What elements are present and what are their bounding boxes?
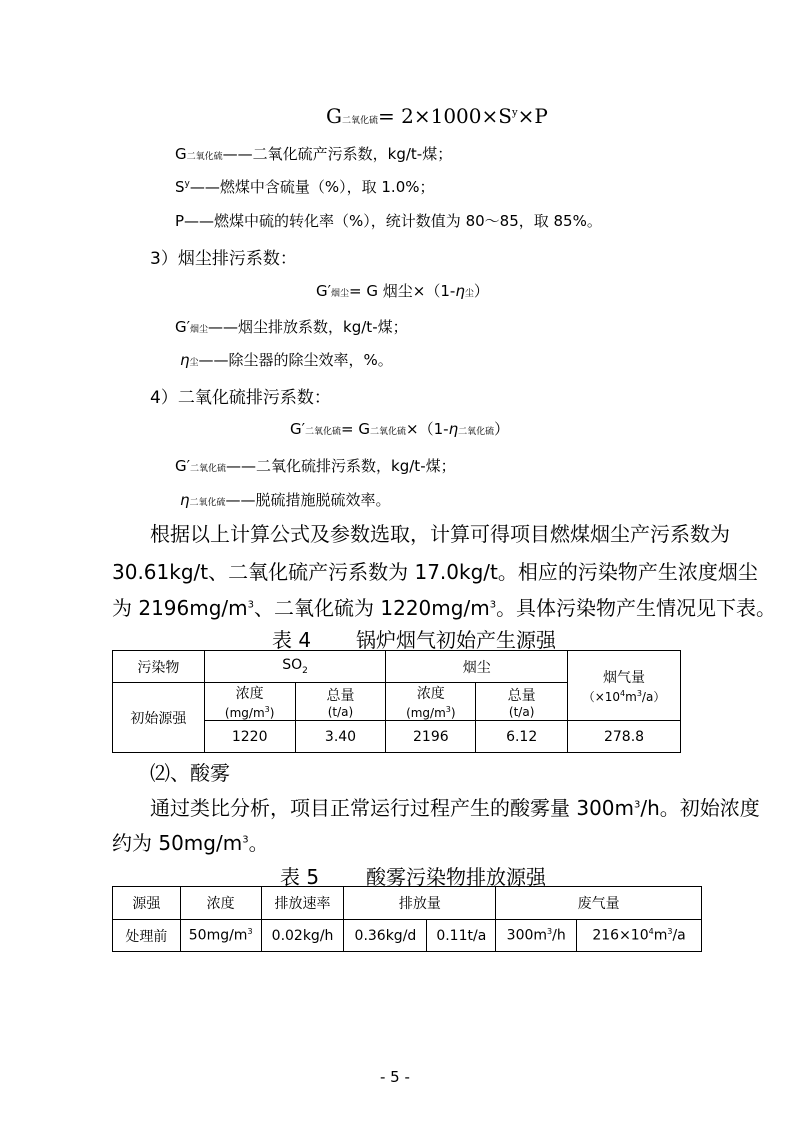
table4 <box>112 650 681 753</box>
text: 。具体污染物产生情况见下表。 <box>496 596 777 620</box>
symbol: G′ <box>175 318 191 336</box>
table5-header-rate: 排放速率 <box>261 887 344 920</box>
superscript: 3 <box>264 705 270 714</box>
text: (mg/m <box>224 706 265 720</box>
definition-g-so2 <box>175 143 452 164</box>
text: ) <box>269 706 275 720</box>
table4-sub-conc <box>386 683 476 721</box>
formula-text: ×P <box>517 104 548 128</box>
formula-subscript: 二氧化硫 <box>305 427 342 437</box>
table4-header-dust: 烟尘 <box>386 651 568 683</box>
table5-cell <box>577 920 702 952</box>
superscript: 4 <box>648 927 654 937</box>
formula-text: ） <box>473 282 489 300</box>
page-number: - 5 - <box>380 1068 410 1086</box>
table4-cell: 6.12 <box>476 721 568 753</box>
formula-text: = G <box>341 420 371 438</box>
superscript: 3 <box>242 834 249 846</box>
unit <box>568 687 680 704</box>
text: 、二氧化硫为 1220mg/m <box>254 596 490 620</box>
formula-symbol: G′ <box>290 420 306 438</box>
text: 浓度 <box>416 686 445 702</box>
heading-dust-coefficient: 3）烟尘排污系数： <box>150 249 297 269</box>
text: 50mg/m <box>188 927 248 944</box>
text: /a <box>672 927 686 944</box>
superscript: 3 <box>634 799 641 811</box>
symbol: G′ <box>175 457 191 475</box>
unit <box>386 703 475 720</box>
formula-subscript: 烟尘 <box>331 289 350 299</box>
heading-acid-mist: ⑵、酸雾 <box>150 761 230 785</box>
formula-subscript: 二氧化硫 <box>370 427 407 437</box>
table4-caption-number: 表 4 <box>272 628 312 652</box>
table5 <box>112 886 702 952</box>
superscript: 3 <box>636 689 642 698</box>
superscript: y <box>184 179 190 189</box>
table5-caption-number: 表 5 <box>280 865 320 889</box>
definition-text: ——燃煤中含硫量（%），取 1.0%； <box>189 178 435 196</box>
table4-header-flue <box>568 651 681 721</box>
table4-header-pollutant: 污染物 <box>113 651 205 683</box>
text: 烟气量 <box>603 670 646 686</box>
table5-cell <box>180 920 261 952</box>
paragraph-line <box>150 792 760 821</box>
table5-cell: 0.36kg/d <box>344 920 427 952</box>
table5-cell <box>496 920 577 952</box>
formula-eta: η <box>455 282 465 300</box>
text: 300m <box>506 927 548 944</box>
formula-so2-emission <box>290 418 509 439</box>
subscript: 烟尘 <box>190 325 209 335</box>
table5-cell: 0.02kg/h <box>261 920 344 952</box>
subscript: 尘 <box>189 358 199 368</box>
formula-subscript: 二氧化硫 <box>341 116 378 126</box>
subscript: 二氧化硫 <box>190 464 227 474</box>
definition-text: ——脱硫措施脱硫效率。 <box>225 491 391 509</box>
text: SO <box>282 657 303 674</box>
eta-symbol: η <box>180 351 190 369</box>
table5-row-label: 处理前 <box>113 920 181 952</box>
definition-conversion-rate: P——燃煤中硫的转化率（%），统计数值为 80～85，取 85%。 <box>175 212 602 230</box>
text: 216×10 <box>592 927 649 944</box>
text: 浓度 <box>235 686 264 702</box>
definition-g-so2-emission <box>175 455 456 476</box>
eta-symbol: η <box>180 491 190 509</box>
text: 约为 50mg/m <box>112 831 243 855</box>
formula-text: ×（1- <box>406 420 449 438</box>
unit: (t/a) <box>327 704 354 719</box>
text: 总量 <box>507 687 536 704</box>
definition-text: ——二氧化硫排污系数，kg/t-煤； <box>226 457 456 475</box>
unit: (t/a) <box>508 704 535 719</box>
formula-superscript: y <box>511 107 518 119</box>
table5-header-waste-gas: 废气量 <box>496 887 702 920</box>
table4-sub-total <box>476 683 568 721</box>
subscript: 二氧化硫 <box>189 498 226 508</box>
text: /h。初始浓度 <box>640 796 760 820</box>
definition-sulfur-content <box>175 176 435 197</box>
symbol: G <box>175 145 187 163</box>
unit <box>205 703 295 720</box>
table4-header-so2 <box>204 651 386 683</box>
text: m <box>653 927 668 944</box>
definition-text: ——除尘器的除尘效率，%。 <box>198 351 393 369</box>
subscript: 2 <box>302 665 308 676</box>
text: m <box>625 690 637 704</box>
definition-g-dust <box>175 316 408 337</box>
text: 为 2196mg/m <box>112 596 248 620</box>
table4-cell: 278.8 <box>568 721 681 753</box>
formula-text: = G 烟尘×（1- <box>349 282 456 300</box>
formula-symbol: G′ <box>316 282 332 300</box>
text: 总量 <box>326 687 355 704</box>
table4-sub-total <box>295 683 386 721</box>
table4-cell: 2196 <box>386 721 476 753</box>
symbol: S <box>175 178 185 196</box>
paragraph-line: 30.61kg/t、二氧化硫产污系数为 17.0kg/t。相应的污染物产生浓度烟尘 <box>112 560 758 584</box>
table4-row-label: 初始源强 <box>113 683 205 753</box>
heading-so2-coefficient: 4）二氧化硫排污系数： <box>150 388 331 408</box>
text: /h <box>552 927 566 944</box>
table4-caption-title: 锅炉烟气初始产生源强 <box>356 628 556 652</box>
formula-subscript: 尘 <box>464 289 474 299</box>
definition-eta-so2 <box>180 489 391 510</box>
text: （×10 <box>582 690 621 704</box>
table5-header-conc: 浓度 <box>180 887 261 920</box>
superscript: 3 <box>489 599 497 611</box>
table4-sub-conc <box>204 683 295 721</box>
superscript: 3 <box>547 927 553 937</box>
table5-cell: 0.11t/a <box>427 920 496 952</box>
superscript: 3 <box>247 599 255 611</box>
formula-dust-emission <box>316 280 489 301</box>
formula-text: = 2×1000×S <box>378 104 512 128</box>
superscript: 4 <box>620 689 626 698</box>
definition-text: ——二氧化硫产污系数，kg/t-煤； <box>222 145 453 163</box>
text: 通过类比分析，项目正常运行过程产生的酸雾量 300m <box>150 796 635 820</box>
table5-caption-title: 酸雾污染物排放源强 <box>366 865 546 889</box>
table4-cell: 3.40 <box>295 721 386 753</box>
superscript: 3 <box>445 705 451 714</box>
formula-text: ） <box>494 420 510 438</box>
superscript: 3 <box>667 927 673 937</box>
subscript: 二氧化硫 <box>186 152 223 162</box>
definition-text: ——烟尘排放系数，kg/t-煤； <box>208 318 408 336</box>
definition-eta-dust <box>180 349 393 370</box>
formula-so2-generation <box>326 104 548 128</box>
text: /a） <box>641 690 666 704</box>
text: ) <box>450 706 456 720</box>
superscript: 3 <box>247 927 253 937</box>
table4-cell: 1220 <box>204 721 295 753</box>
formula-subscript: 二氧化硫 <box>458 427 495 437</box>
text: 。 <box>248 831 269 855</box>
paragraph-line: 根据以上计算公式及参数选取，计算可得项目燃煤烟尘产污系数为 <box>150 522 730 546</box>
text: (mg/m <box>406 706 446 720</box>
paragraph-line <box>112 827 269 856</box>
formula-eta: η <box>448 420 459 438</box>
formula-symbol: G <box>326 104 342 128</box>
paragraph-line <box>112 592 776 621</box>
table5-header-source: 源强 <box>113 887 181 920</box>
table5-header-emission: 排放量 <box>344 887 496 920</box>
